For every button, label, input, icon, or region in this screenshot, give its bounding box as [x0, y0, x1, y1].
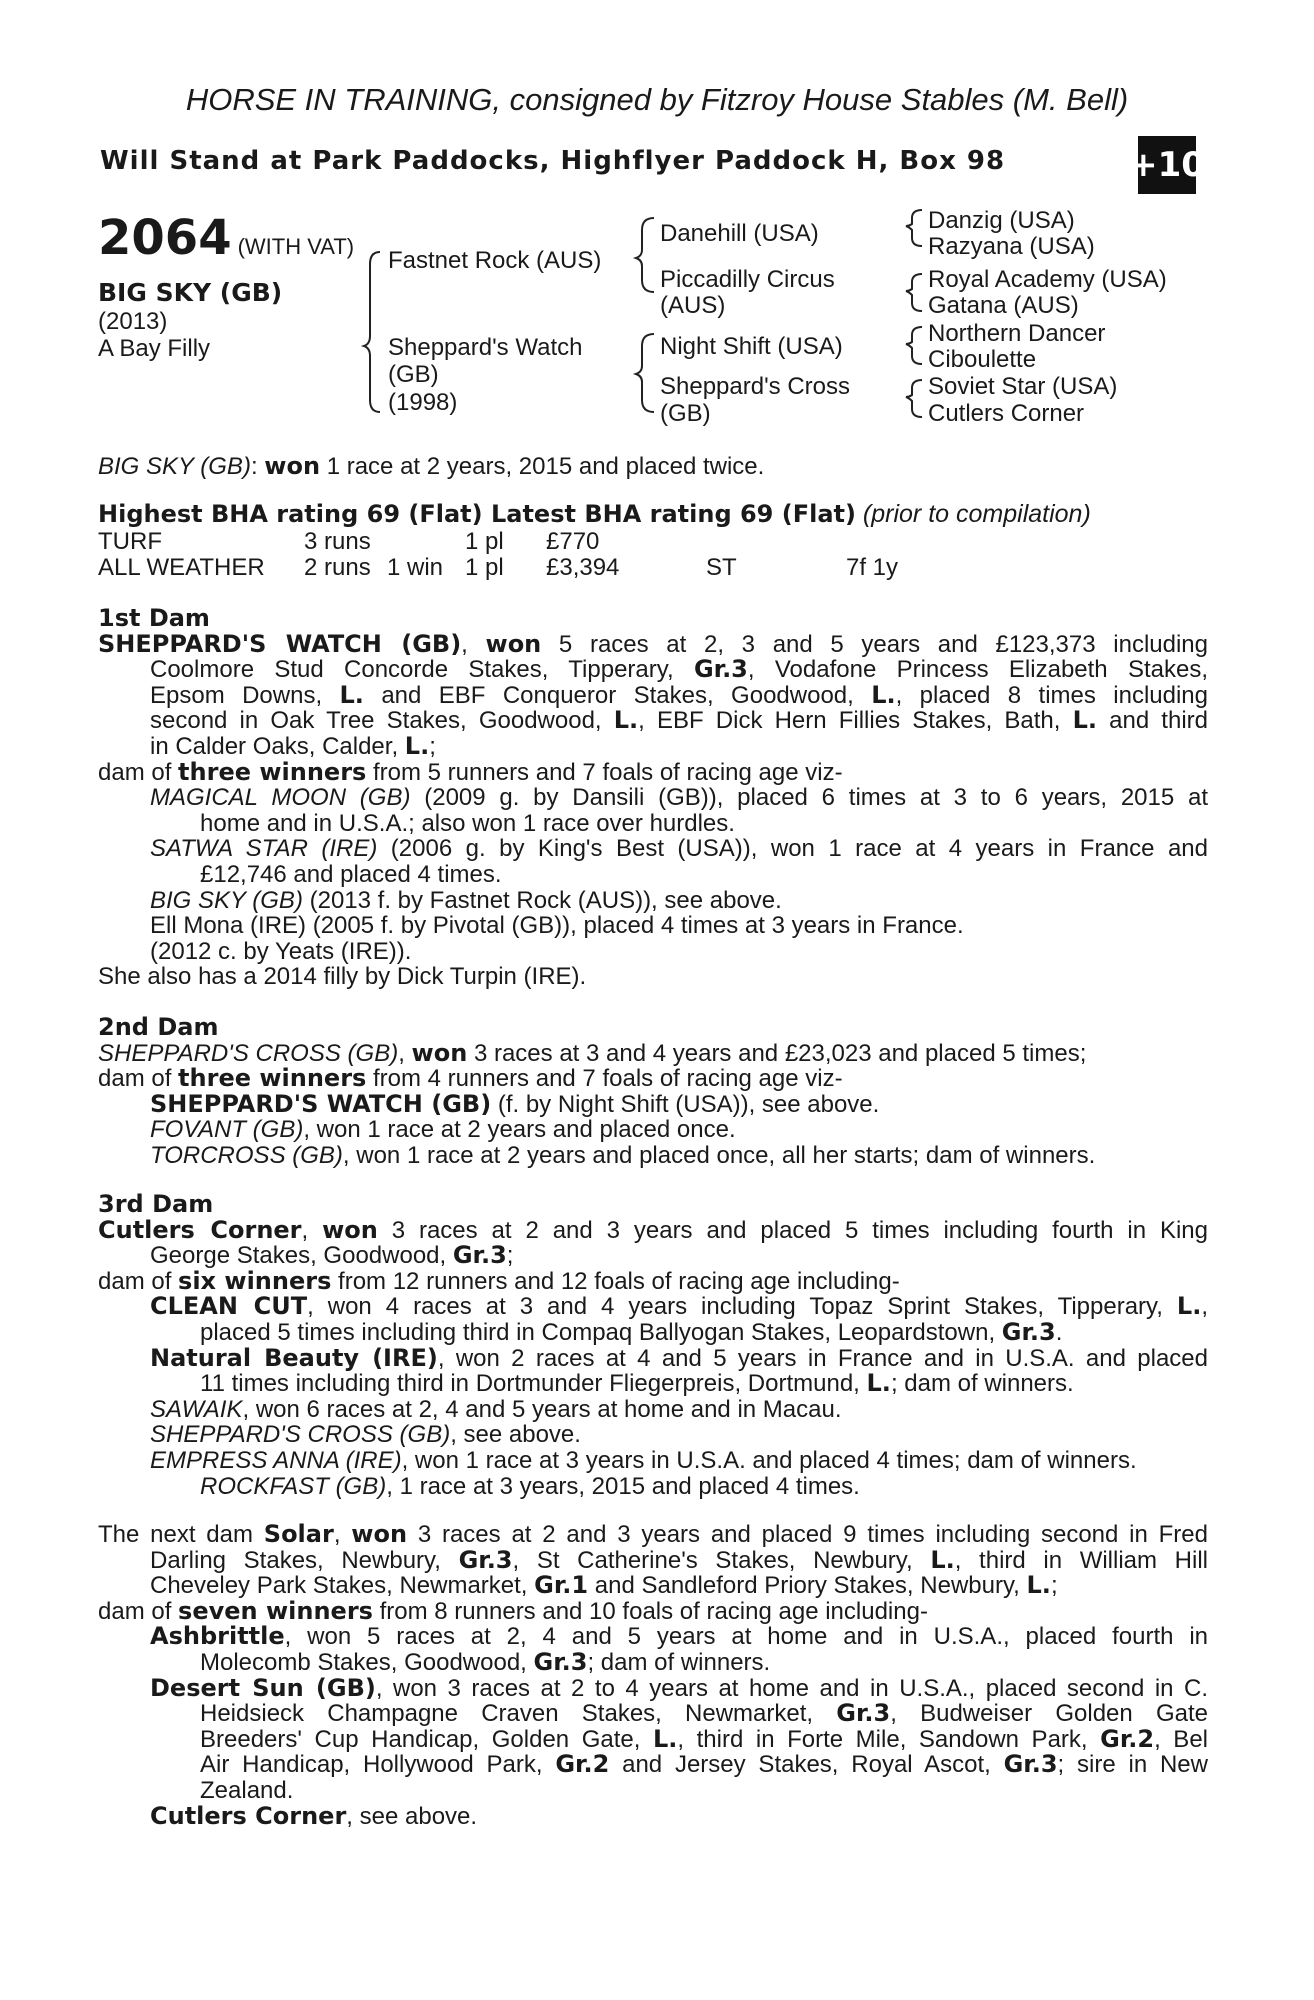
- summary-won: won: [264, 452, 321, 480]
- aw-runs: 2 runs: [304, 554, 371, 581]
- text-fragment: three winners: [178, 757, 367, 786]
- text-fragment: ,: [461, 630, 486, 658]
- text-fragment: Epsom Downs,: [150, 681, 340, 709]
- produce-line: [98, 1701, 1208, 1727]
- text-fragment: L.: [1026, 1571, 1051, 1600]
- produce-line: [98, 785, 1208, 811]
- text-fragment: L.: [652, 1724, 678, 1753]
- produce-line: She also has a 2014 filly by Dick Turpin (IRE).: [98, 963, 587, 991]
- text-fragment: Gr.3: [1003, 1750, 1058, 1779]
- text-fragment: second in Oak Tree Stakes, Goodwood,: [150, 707, 614, 735]
- text-fragment: and third: [1096, 707, 1208, 735]
- summary-colon: :: [250, 453, 258, 480]
- text-fragment: Molecomb Stakes, Goodwood,: [200, 1648, 534, 1676]
- text-fragment: SHEPPARD'S WATCH (GB): [150, 1089, 492, 1118]
- text-fragment: L.: [613, 706, 639, 735]
- text-fragment: SHEPPARD'S WATCH (GB): [98, 629, 462, 658]
- text-fragment: 5 races at 2, 3 and 5 years and £123,373 including: [541, 630, 1208, 658]
- text-fragment: ;: [506, 1242, 514, 1270]
- text-fragment: SHEPPARD'S CROSS (GB): [150, 1421, 451, 1449]
- produce-line: [98, 1624, 1208, 1650]
- text-fragment: dam of: [98, 758, 179, 786]
- bha-ratings: [98, 500, 1091, 529]
- produce-line: [98, 1294, 1208, 1320]
- produce-line: Ell Mona (IRE) (2005 f. by Pivotal (GB)), placed 4 times at 3 years in France.: [150, 912, 964, 940]
- ped-ss: Danehill (USA): [660, 220, 819, 247]
- first-dam-line: [98, 629, 1208, 658]
- horse-description: A Bay Filly: [98, 335, 211, 362]
- text-fragment: ; sire in New: [1057, 1751, 1208, 1779]
- text-fragment: Solar: [263, 1520, 334, 1548]
- first-dam-heading: 1st Dam: [98, 604, 210, 632]
- text-fragment: , won 1 race at 2 years and placed once, all her starts; dam of winners.: [342, 1141, 1096, 1169]
- ped-sd-line2: (AUS): [660, 292, 726, 319]
- text-fragment: Gr.3: [836, 1699, 891, 1728]
- text-fragment: MAGICAL MOON (GB): [150, 784, 411, 812]
- produce-line: [98, 1117, 1208, 1143]
- text-fragment: L.: [1176, 1292, 1202, 1321]
- text-fragment: ; dam of winners.: [587, 1648, 771, 1676]
- text-fragment: won: [322, 1215, 378, 1244]
- vat-label: (WITH VAT): [237, 234, 355, 259]
- all-weather-row: [98, 554, 1198, 580]
- first-dam-section: [98, 606, 1208, 990]
- horse-year: (2013): [98, 308, 168, 335]
- produce-line: [98, 1647, 1208, 1676]
- horse-name: BIG SKY (GB): [98, 278, 283, 307]
- text-fragment: Breeders' Cup Handicap, Golden Gate,: [200, 1725, 653, 1753]
- brace-dd: [906, 380, 922, 417]
- turf-row: [98, 528, 1198, 554]
- ped-dds: Soviet Star (USA): [928, 373, 1118, 400]
- text-fragment: Gr.3: [452, 1241, 507, 1270]
- produce-line: [98, 1343, 1208, 1372]
- stand-location: Will Stand at Park Paddocks, Highflyer Paddock H, Box 98: [100, 146, 1006, 176]
- second-dam-line: [98, 1038, 1208, 1067]
- text-fragment: Desert Sun (GB): [150, 1673, 376, 1702]
- first-dam-line: [98, 731, 1208, 760]
- text-fragment: , won 5 races at 2, 4 and 5 years at home and in U.S.A., placed fourth in: [284, 1623, 1208, 1651]
- produce-line: home and in U.S.A.; also won 1 race over hurdles.: [200, 809, 735, 837]
- ped-dss: Northern Dancer: [928, 320, 1106, 347]
- text-fragment: L.: [339, 680, 364, 709]
- text-fragment: , won 1 race at 2 years and placed once.: [303, 1116, 736, 1144]
- text-fragment: Cutlers Corner: [150, 1801, 347, 1830]
- text-fragment: , won 1 race at 3 years in U.S.A. and placed 4 times; dam of winners.: [401, 1446, 1137, 1474]
- third-dam-heading: 3rd Dam: [98, 1190, 214, 1218]
- third-dam-line: [98, 1243, 1208, 1269]
- third-dam-line: [98, 1215, 1208, 1244]
- text-fragment: dam of: [98, 1065, 179, 1093]
- text-fragment: ROCKFAST (GB): [200, 1472, 387, 1500]
- text-fragment: ;: [429, 732, 436, 760]
- ped-sds: Royal Academy (USA): [928, 266, 1167, 293]
- text-fragment: BIG SKY (GB): [150, 886, 303, 914]
- text-fragment: , won 2 races at 4 and 5 years in France and in U.S.A. and placed: [437, 1344, 1208, 1372]
- text-fragment: L.: [866, 1369, 891, 1398]
- ped-sire: Fastnet Rock (AUS): [388, 247, 602, 274]
- text-fragment: seven winners: [178, 1596, 373, 1625]
- lot-number-value: 2064: [98, 210, 232, 266]
- text-fragment: Gr.3: [693, 655, 748, 684]
- text-fragment: (2009 g. by Dansili (GB)), placed 6 times at 3 to 6 years, 2015 at: [410, 784, 1208, 812]
- text-fragment: three winners: [178, 1064, 367, 1093]
- text-fragment: EMPRESS ANNA (IRE): [150, 1446, 402, 1474]
- produce-line: £12,746 and placed 4 times.: [200, 860, 502, 888]
- aw-surface: ST: [706, 554, 737, 581]
- ped-dam-line1: Sheppard's Watch: [388, 334, 583, 361]
- text-fragment: from 8 runners and 10 foals of racing age including-: [372, 1597, 928, 1625]
- text-fragment: L.: [930, 1545, 955, 1574]
- text-fragment: SATWA STAR (IRE): [150, 835, 378, 863]
- third-dam-section: [98, 1192, 1208, 1499]
- aw-distance: 7f 1y: [846, 554, 899, 581]
- ped-dd-line1: Sheppard's Cross: [660, 373, 851, 400]
- text-fragment: Ashbrittle: [150, 1622, 285, 1651]
- ped-ddd: Cutlers Corner: [928, 400, 1085, 427]
- ped-ds: Night Shift (USA): [660, 333, 843, 360]
- text-fragment: Natural Beauty (IRE): [150, 1343, 438, 1372]
- ratings-title: Highest BHA rating 69 (Flat) Latest BHA rating 69 (Flat): [98, 500, 856, 528]
- ped-dam-line3: (1998): [388, 389, 458, 416]
- produce-line: [98, 1317, 1208, 1346]
- text-fragment: 3 races at 2 and 3 years and placed 5 times including fourth in King: [377, 1216, 1208, 1244]
- text-fragment: , won 3 races at 2 to 4 years at home and in U.S.A., placed second in C.: [375, 1674, 1208, 1702]
- ped-dsd: Ciboulette: [928, 346, 1037, 373]
- brace-ds: [906, 327, 922, 364]
- text-fragment: and EBF Conqueror Stakes, Goodwood,: [363, 681, 872, 709]
- aw-placed: 1 pl: [465, 554, 504, 581]
- ratings-note: (prior to compilation): [862, 500, 1091, 528]
- text-fragment: , third in William Hill: [954, 1546, 1208, 1574]
- produce-line: [98, 836, 1208, 862]
- second-dam-section: [98, 1015, 1208, 1169]
- text-fragment: ; dam of winners.: [890, 1370, 1074, 1398]
- produce-line: [98, 1801, 1208, 1830]
- text-fragment: The next dam: [98, 1521, 264, 1548]
- text-fragment: ,: [1201, 1293, 1209, 1321]
- text-fragment: in Calder Oaks, Calder,: [150, 732, 405, 760]
- produce-line: [98, 1752, 1208, 1778]
- text-fragment: Heidsieck Champagne Craven Stakes, Newmarket,: [200, 1700, 837, 1728]
- text-fragment: L.: [1072, 706, 1097, 735]
- text-fragment: , EBF Dick Hern Fillies Stakes, Bath,: [638, 707, 1073, 735]
- turf-label: TURF: [98, 528, 162, 555]
- text-fragment: Cutlers Corner: [98, 1215, 302, 1244]
- text-fragment: six winners: [178, 1266, 332, 1295]
- text-fragment: George Stakes, Goodwood,: [150, 1242, 453, 1270]
- text-fragment: SHEPPARD'S CROSS (GB): [98, 1039, 399, 1067]
- text-fragment: Gr.2: [555, 1750, 610, 1779]
- text-fragment: CLEAN CUT: [150, 1292, 308, 1321]
- produce-line: [98, 1371, 1208, 1397]
- text-fragment: 11 times including third in Dortmunder Fliegerpreis, Dortmund,: [200, 1370, 867, 1398]
- first-dam-line: [98, 680, 1209, 709]
- produce-line: [98, 1143, 1208, 1169]
- ped-sss: Danzig (USA): [928, 207, 1075, 234]
- next-dam-section: [98, 1522, 1208, 1829]
- text-fragment: , see above.: [346, 1802, 478, 1830]
- turf-runs: 3 runs: [304, 528, 371, 555]
- second-dam-heading: 2nd Dam: [98, 1013, 219, 1041]
- next-dam-line: [98, 1596, 1208, 1625]
- text-fragment: L.: [404, 731, 430, 760]
- text-fragment: Coolmore Stud Concorde Stakes, Tipperary,: [150, 656, 694, 684]
- race-summary: [98, 454, 1208, 480]
- text-fragment: Gr.2: [1100, 1724, 1155, 1753]
- produce-line: [98, 1673, 1208, 1702]
- brace-dam: [636, 334, 654, 412]
- text-fragment: won: [411, 1038, 468, 1067]
- text-fragment: and Jersey Stakes, Royal Ascot,: [609, 1751, 1004, 1779]
- text-fragment: ,: [301, 1216, 323, 1244]
- next-dam-line: [98, 1545, 1208, 1574]
- brace-sd: [906, 274, 922, 311]
- text-fragment: Darling Stakes, Newbury,: [150, 1546, 459, 1574]
- text-fragment: SAWAIK: [150, 1395, 243, 1423]
- text-fragment: ;: [1050, 1572, 1058, 1600]
- text-fragment: won: [351, 1520, 408, 1548]
- text-fragment: (f. by Night Shift (USA)), see above.: [491, 1090, 880, 1118]
- next-dam-line: [98, 1573, 1208, 1599]
- text-fragment: , placed 8 times including: [895, 681, 1209, 709]
- text-fragment: , won 4 races at 3 and 4 years including Topaz Sprint Stakes, Tipperary,: [307, 1293, 1177, 1321]
- text-fragment: from 12 runners and 12 foals of racing age including-: [331, 1267, 900, 1295]
- text-fragment: dam of: [98, 1597, 179, 1625]
- produce-line: [98, 1089, 1208, 1118]
- text-fragment: FOVANT (GB): [150, 1116, 304, 1144]
- text-fragment: TORCROSS (GB): [150, 1141, 343, 1169]
- brace-generation-1: [364, 252, 380, 412]
- ped-dam-line2: (GB): [388, 361, 439, 388]
- produce-line: Zealand.: [200, 1776, 294, 1804]
- produce-line: [98, 1422, 1208, 1448]
- brace-sire: [636, 218, 654, 292]
- text-fragment: 3 races at 2 and 3 years and placed 9 times including second in Fred: [407, 1521, 1208, 1548]
- text-fragment: L.: [871, 680, 896, 709]
- turf-prize: £770: [546, 528, 600, 555]
- text-fragment: dam of: [98, 1267, 179, 1295]
- ped-sd-line1: Piccadilly Circus: [660, 266, 835, 293]
- ped-sdd: Gatana (AUS): [928, 292, 1079, 319]
- text-fragment: , Budweiser Golden Gate: [890, 1700, 1208, 1728]
- second-dam-line: [98, 1066, 1208, 1092]
- text-fragment: (2013 f. by Fastnet Rock (AUS)), see above.: [302, 886, 782, 914]
- text-fragment: .: [1055, 1318, 1063, 1346]
- text-fragment: Gr.3: [1001, 1317, 1056, 1346]
- third-dam-line: [98, 1266, 1208, 1295]
- text-fragment: Gr.3: [458, 1545, 513, 1574]
- text-fragment: placed 5 times including third in Compaq Ballyogan Stakes, Leopardstown,: [200, 1318, 1002, 1346]
- ped-ssd: Razyana (USA): [928, 233, 1095, 260]
- text-fragment: , St Catherine's Stakes, Newbury,: [512, 1546, 931, 1574]
- ped-dd-line2: (GB): [660, 400, 711, 427]
- text-fragment: , third in Forte Mile, Sandown Park,: [677, 1725, 1101, 1753]
- lot-badge: +10: [1138, 136, 1196, 194]
- text-fragment: , Bel: [1154, 1725, 1208, 1753]
- first-dam-line: [98, 708, 1208, 734]
- text-fragment: Gr.1: [534, 1571, 589, 1600]
- text-fragment: ,: [398, 1039, 412, 1067]
- first-dam-line: [98, 657, 1208, 683]
- produce-line: [98, 1448, 1208, 1474]
- produce-line: [98, 1397, 1208, 1423]
- aw-label: ALL WEATHER: [98, 554, 265, 581]
- next-dam-line: [98, 1522, 1208, 1548]
- produce-line: [98, 888, 1208, 914]
- consignor-title: HORSE IN TRAINING, consigned by Fitzroy House Stables (M. Bell): [185, 82, 1129, 117]
- text-fragment: and Sandleford Priory Stakes, Newbury,: [588, 1572, 1027, 1600]
- summary-rest: 1 race at 2 years, 2015 and placed twice.: [326, 453, 765, 480]
- produce-line: [98, 1474, 1208, 1500]
- text-fragment: Air Handicap, Hollywood Park,: [200, 1751, 556, 1779]
- text-fragment: from 4 runners and 7 foals of racing age viz-: [366, 1065, 843, 1093]
- text-fragment: Cheveley Park Stakes, Newmarket,: [150, 1572, 535, 1600]
- produce-line: (2012 c. by Yeats (IRE)).: [150, 937, 412, 965]
- text-fragment: Gr.3: [533, 1647, 588, 1676]
- aw-wins: 1 win: [387, 554, 444, 581]
- brace-ss: [906, 210, 922, 246]
- text-fragment: won: [485, 629, 542, 658]
- summary-name: BIG SKY (GB): [98, 453, 251, 480]
- turf-placed: 1 pl: [465, 528, 504, 555]
- text-fragment: 3 races at 3 and 4 years and £23,023 and placed 5 times;: [467, 1039, 1087, 1067]
- text-fragment: ,: [333, 1521, 352, 1548]
- produce-line: [98, 1724, 1208, 1753]
- text-fragment: , 1 race at 3 years, 2015 and placed 4 times.: [386, 1472, 860, 1500]
- text-fragment: , see above.: [450, 1421, 581, 1449]
- first-dam-line: [98, 757, 1208, 786]
- text-fragment: (2006 g. by King's Best (USA)), won 1 race at 4 years in France and: [377, 835, 1208, 863]
- text-fragment: , Vodafone Princess Elizabeth Stakes,: [747, 656, 1208, 684]
- text-fragment: , won 6 races at 2, 4 and 5 years at home and in Macau.: [242, 1395, 842, 1423]
- text-fragment: from 5 runners and 7 foals of racing age viz-: [366, 758, 843, 786]
- aw-prize: £3,394: [546, 554, 620, 581]
